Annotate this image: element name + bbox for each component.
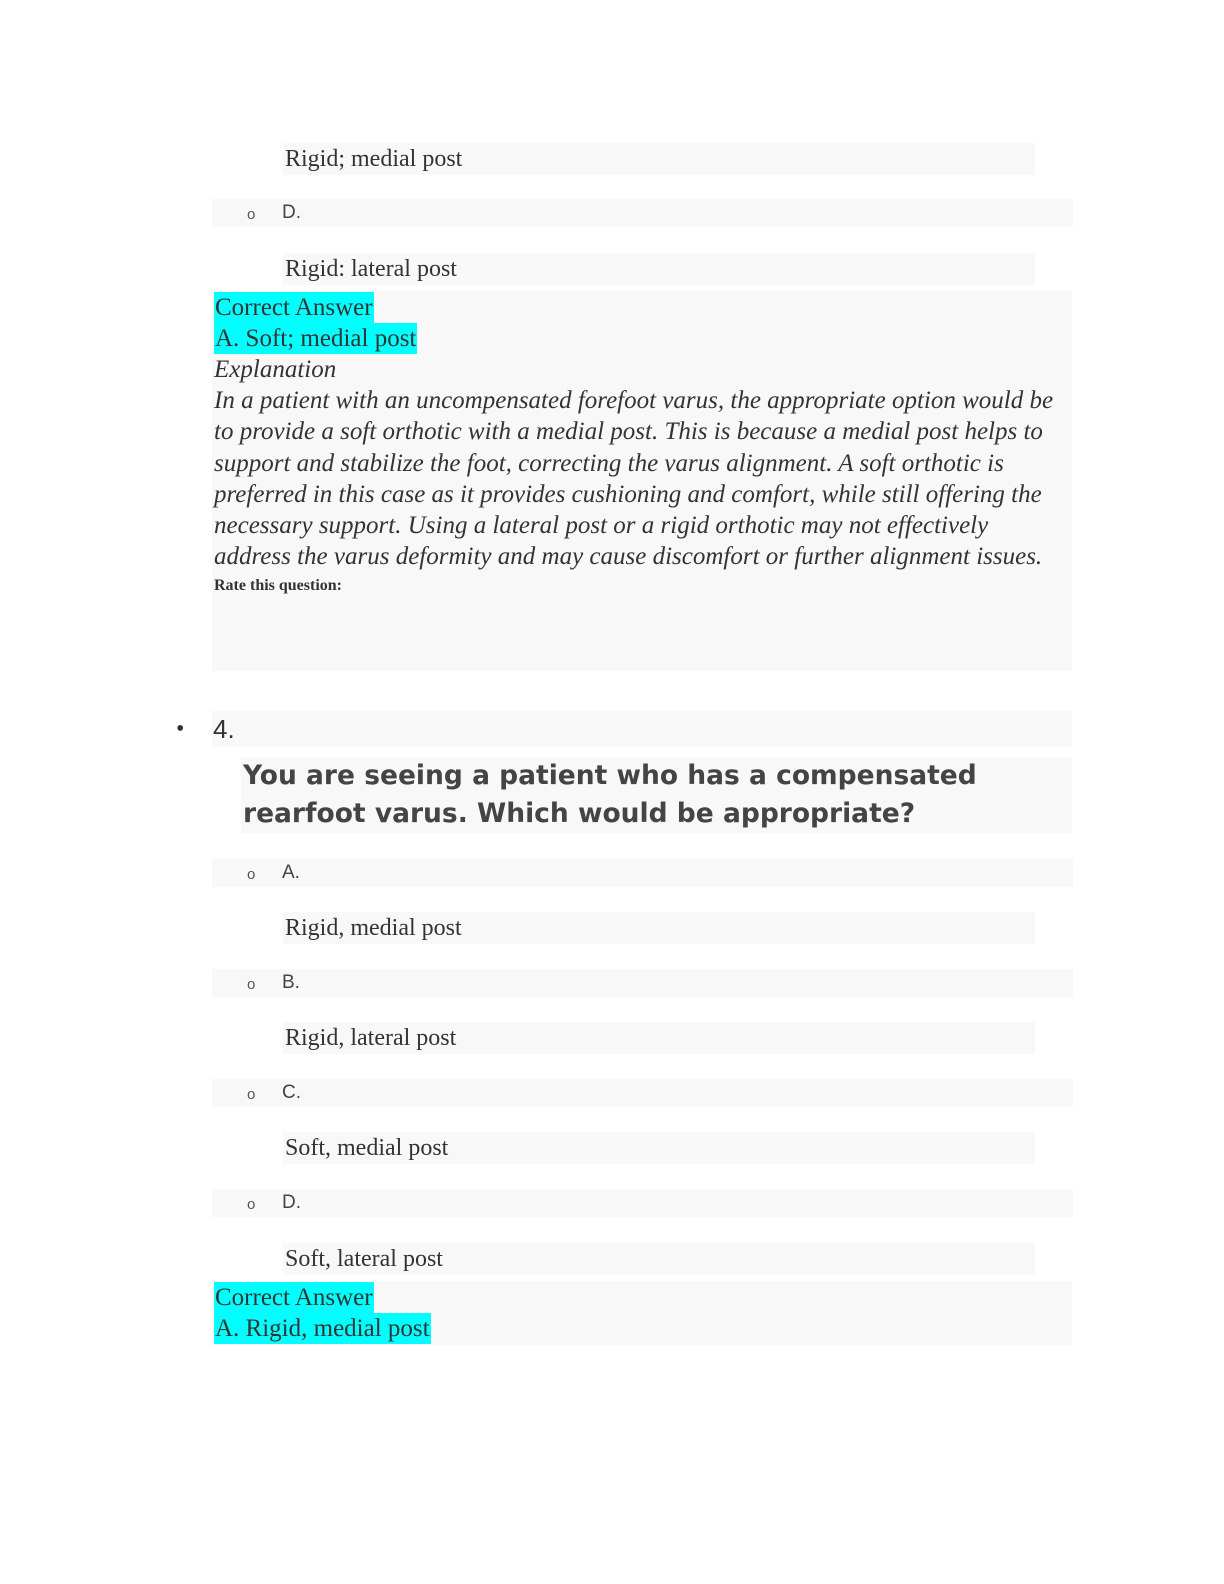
correct-answer-value: A. Soft; medial post [215, 325, 417, 352]
option-a-text [283, 912, 1035, 944]
option-c-text-q4 [283, 1132, 1035, 1164]
option-b-text-label: Rigid, lateral post [285, 1025, 457, 1051]
rate-question-label: Rate this question: [214, 576, 343, 594]
option-c-letter: C. [282, 1082, 301, 1103]
option-c-text [283, 143, 1035, 175]
option-bullet: o [247, 866, 256, 883]
answer-panel [212, 291, 1072, 671]
option-c-row[interactable] [212, 1079, 1073, 1107]
answer-panel-q4 [212, 1281, 1072, 1345]
option-d-row[interactable] [212, 199, 1073, 227]
correct-answer-value-q4: A. Rigid, medial post [215, 1315, 430, 1342]
option-bullet: o [247, 1196, 256, 1213]
list-bullet: • [176, 716, 185, 742]
explanation-title: Explanation [214, 356, 337, 383]
option-d-row-q4[interactable] [212, 1189, 1073, 1217]
option-d-text [283, 253, 1035, 285]
option-d-letter: D. [282, 202, 301, 223]
option-c-text-label-q4: Soft, medial post [285, 1135, 449, 1161]
option-a-text-label: Rigid, medial post [285, 915, 462, 941]
question-title-box [241, 757, 1072, 833]
question-title: You are seeing a patient who has a compensated rearfoot varus. Which would be appropriate? [243, 760, 977, 829]
option-a-row[interactable] [212, 859, 1073, 887]
option-bullet: o [247, 206, 256, 223]
option-d-text-label-q4: Soft, lateral post [285, 1246, 443, 1272]
question-number: 4. [213, 714, 235, 744]
correct-answer-heading: Correct Answer [215, 294, 373, 321]
correct-answer-heading-q4: Correct Answer [215, 1284, 373, 1311]
option-b-letter: B. [282, 972, 300, 993]
question-number-row [212, 711, 1072, 747]
option-a-letter: A. [282, 862, 300, 883]
option-d-text-label: Rigid: lateral post [285, 256, 457, 282]
explanation-body: In a patient with an uncompensated forefoot varus, the appropriate option would be to provide a soft orthotic with a medial post. This is because a medial post helps to support and stabilize the foot, correcting the varus alignment. A soft orthotic is preferred in this case as it provides cushioning and comfort, while still offering the necessary support. Using a lateral post or a rigid orthotic may not effectively address the varus deformity and may cause discomfort or further alignment issues. [214, 387, 1054, 571]
option-b-text [283, 1022, 1035, 1054]
option-b-row[interactable] [212, 969, 1073, 997]
option-d-letter-q4: D. [282, 1192, 301, 1213]
option-c-text-label: Rigid; medial post [285, 146, 463, 172]
option-bullet: o [247, 976, 256, 993]
option-d-text-q4 [283, 1243, 1035, 1275]
option-bullet: o [247, 1086, 256, 1103]
